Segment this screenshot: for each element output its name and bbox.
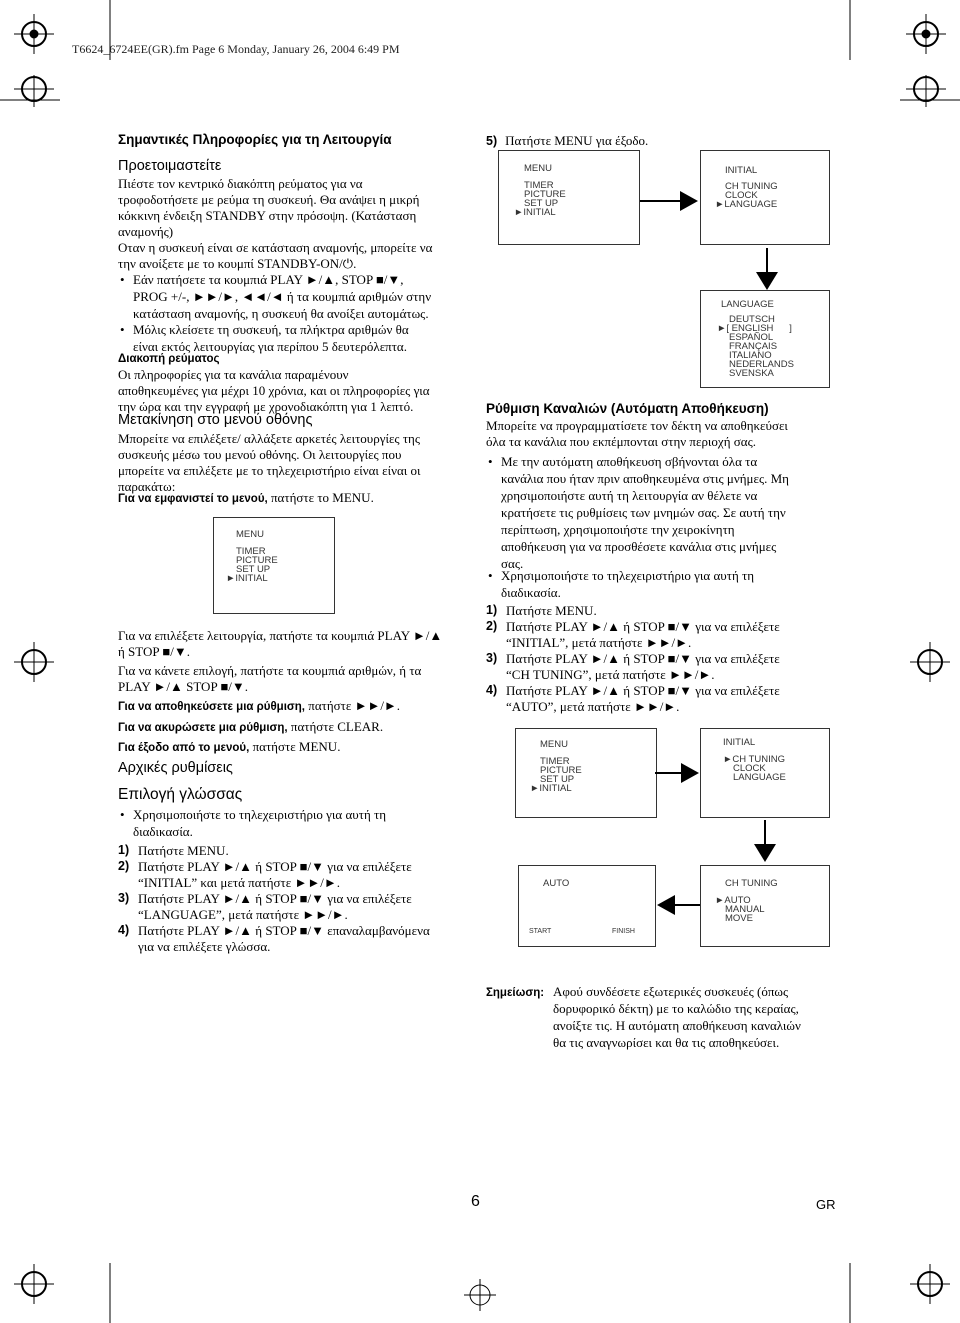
show-menu-instruction (118, 490, 374, 507)
step (118, 843, 478, 859)
menu-item: TIMER (540, 756, 570, 767)
screen-initial (700, 150, 830, 245)
menu-item: LANGUAGE (733, 772, 786, 783)
menu-item: ESPAÑOL (729, 332, 774, 343)
bold-text: Για να αποθηκεύσετε μια ρύθμιση, (118, 701, 305, 713)
page-number: 6 (471, 1193, 480, 1210)
screen-menu-2 (515, 728, 657, 818)
text-line: Πατήστε PLAY ►/▲ ή STOP ■/▼ για να επιλέξετε (506, 683, 780, 698)
text-line: διαδικασία. (501, 585, 561, 600)
text-line: • Με την αυτόματη αποθήκευση σβήνονται όλα τα (501, 454, 758, 469)
screen-items (514, 180, 566, 218)
note-label: Σημείωση: (486, 987, 545, 999)
screen-ch-tuning (700, 865, 830, 947)
text-line: Για να επιλέξετε λειτουργία, πατήστε τα κουμπιά PLAY ►/▲ (118, 628, 443, 643)
step-text (138, 859, 412, 891)
step-text (138, 891, 412, 923)
language-code: GR (816, 1197, 836, 1212)
text-line: Μπορείτε να επιλέξετε/ αλλάξετε αρκετές λειτουργίες της (118, 431, 421, 446)
step-number: 4) (118, 923, 130, 937)
step (118, 923, 478, 955)
step (118, 859, 478, 891)
prep-heading: Προετοιμαστείτε (118, 158, 222, 174)
text: πατήστε MENU. (249, 739, 341, 754)
text-line: όλα τα κανάλια που εκπέμπονται στην περιοχή σας. (486, 434, 756, 449)
note-text (553, 983, 853, 1051)
screen-title: AUTO (543, 878, 570, 889)
menu-item: CLOCK (733, 763, 766, 774)
make-selection-instruction (118, 663, 478, 695)
step-text: Πατήστε MENU για έξοδο. (505, 133, 649, 148)
text-line: Πατήστε PLAY ►/▲ ή STOP ■/▼ για να επιλέξετε (138, 859, 412, 874)
file-header: T6624_6724EE(GR).fm Page 6 Monday, January 26, 2004 6:49 PM (72, 42, 400, 56)
step-number: 5) (486, 134, 498, 148)
text-line: • Εάν πατήσετε τα κουμπιά PLAY ►/▲, STOP ■/▼, (133, 272, 404, 287)
power-heading: Διακοπή ρεύματος (118, 353, 220, 365)
screen-language (700, 290, 830, 388)
text-line: αποθηκευμένες για μέχρι 10 χρόνια, και οι πληροφορίες για (118, 383, 430, 398)
text: πατήστε το MENU. (267, 490, 374, 505)
menu-item: ►INITIAL (226, 573, 268, 584)
screen-title: LANGUAGE (721, 299, 774, 310)
text-line: συσκευής μέσω του μενού οθόνης. Οι λειτουργίες που (118, 447, 402, 462)
text-line: PROG +/-, ►►/►, ◄◄/◄ ή τα κουμπιά αριθμών στην (133, 289, 432, 304)
screen-menu-example (213, 517, 335, 614)
language-bullet (133, 806, 473, 840)
prep-paragraph-1 (118, 176, 478, 240)
menu-item: CH TUNING (725, 181, 778, 192)
text-line: • Χρησιμοποιήστε το τηλεχειριστήριο για αυτή τη (133, 807, 387, 822)
text-line: Πατήστε PLAY ►/▲ ή STOP ■/▼ για να επιλέξετε (506, 619, 780, 634)
text-line: PLAY ►/▲ STOP ■/▼. (118, 679, 249, 694)
text-line: αποθήκευση για να προσθέσετε κανάλια στις μνήμες (501, 539, 777, 554)
menu-item: ITALIANO (729, 350, 772, 361)
text-line: Πατήστε PLAY ►/▲ ή STOP ■/▼ για να επιλέξετε (138, 891, 412, 906)
text-line: περίπτωση, χρησιμοποιήστε την χειροκίνητη (501, 522, 735, 537)
text-line: • Χρησιμοποιήστε το τηλεχειριστήριο για αυτή τη (501, 568, 755, 583)
language-heading: Επιλογή γλώσσας (118, 786, 243, 803)
screen-title: MENU (540, 739, 568, 750)
prep-paragraph-2 (118, 240, 478, 272)
step-number: 3) (118, 891, 130, 905)
text: πατήστε ►►/►. (305, 698, 401, 713)
cancel-setting-instruction (118, 719, 383, 736)
screen-menu (498, 150, 640, 245)
exit-menu-instruction (118, 739, 340, 756)
text-line: διαδικασία. (133, 824, 193, 839)
text-line: την ώρα και την εγγραφή με χρονοδιακόπτη για 1 λεπτό. (118, 399, 414, 414)
text-line: είναι εκτός λειτουργίας για περίπου 5 δευτερόλεπτα. (133, 339, 407, 354)
progress-start-label: START (529, 928, 552, 935)
menu-item: FRANÇAIS (729, 341, 778, 352)
channel-paragraph (486, 418, 846, 450)
menu-item: SET UP (236, 564, 271, 575)
menu-item: ►CH TUNING (723, 754, 786, 765)
screen-items (226, 546, 278, 584)
menu-item: SVENSKA (729, 368, 774, 379)
step-number: 2) (118, 859, 130, 873)
channel-steps (486, 603, 846, 715)
save-setting-instruction (118, 698, 400, 715)
screen-items (715, 181, 778, 210)
text-line: Αφού συνδέσετε εξωτερικές συσκευές (όπως (553, 984, 789, 999)
text-line: • Μόλις κλείσετε τη συσκευή, τα πλήκτρα αριθμών θα (133, 322, 409, 337)
step-number: 1) (486, 603, 498, 617)
text-line: δορυφορικό δέκτη) με το καλώδιο της κεραίας, (553, 1001, 799, 1016)
text-line: “INITIAL” και μετά πατήστε ►►/►. (138, 875, 340, 890)
menu-item: CLOCK (725, 190, 758, 201)
screen-title: MENU (524, 163, 552, 174)
text-line: κόκκινη ένδειξη STANDBY στην πρόσοψη. (Κατάσταση (118, 208, 417, 223)
text-line: Πατήστε PLAY ►/▲ ή STOP ■/▼ για να επιλέξετε (506, 651, 780, 666)
channel-heading: Ρύθμιση Καναλιών (Αυτόματη Αποθήκευση) (486, 401, 769, 416)
step (486, 619, 846, 651)
menu-item: SET UP (540, 774, 575, 785)
arrow-right-icon (640, 186, 700, 216)
menu-item: TIMER (524, 180, 554, 191)
text-line: “INITIAL”, μετά πατήστε ►►/►. (506, 635, 692, 650)
menu-heading: Μετακίνηση στο μενού οθόνης (118, 412, 313, 428)
bullet-standby-buttons (133, 271, 473, 322)
text-line: “AUTO”, μετά πατήστε ►►/►. (506, 699, 680, 714)
text-line: Για να κάνετε επιλογή, πατήστε τα κουμπιά αριθμών, ή τα (118, 663, 422, 678)
screen-title: CH TUNING (725, 878, 778, 889)
text-line: “CH TUNING”, μετά πατήστε ►►/►. (506, 667, 715, 682)
text-line: αναμονής) (118, 224, 174, 239)
text-line: για να επιλέξετε γλώσσα. (138, 939, 271, 954)
menu-item: TIMER (236, 546, 266, 557)
text-line: Πατήστε MENU. (138, 843, 229, 858)
screen-items (715, 896, 765, 923)
arrow-left-icon (655, 890, 701, 920)
screen-title: INITIAL (723, 737, 756, 748)
menu-item: ►INITIAL (530, 783, 572, 794)
text-line: παρακάτω: (118, 479, 176, 494)
text-line: χρησιμοποιήστε αυτή τη λειτουργία αν θέλετε να (501, 488, 758, 503)
step (486, 603, 846, 619)
menu-item: ►[ ENGLISH ] (717, 323, 792, 334)
screen-items (717, 314, 794, 379)
text-line: κρατήσετε τις ρυθμίσεις των μνημών σας. Σε αυτή την (501, 505, 786, 520)
text-line: την ανοίξετε με το κουμπί STANDBY-ON/⏻. (118, 256, 357, 271)
select-function-instruction (118, 628, 478, 660)
screen-auto (518, 865, 656, 947)
text-line: “LANGUAGE”, μετά πατήστε ►►/►. (138, 907, 348, 922)
text-line: Πατήστε MENU. (506, 603, 597, 618)
text-line: θα τις αναγνωρίσει και θα τις αποθηκεύσει. (553, 1035, 780, 1050)
step-text (506, 619, 780, 651)
bullet-number-keys (133, 321, 473, 355)
menu-item: SET UP (524, 198, 559, 209)
channel-bullet-warning (501, 453, 841, 572)
initial-settings-heading: Αρχικές ρυθμίσεις (118, 760, 233, 776)
text-line: σας. (501, 556, 524, 571)
menu-item: NEDERLANDS (729, 359, 794, 370)
menu-item: PICTURE (524, 189, 566, 200)
text-line: κατάσταση αναμονής, η συσκευή θα ανοίξει αυτομάτως. (133, 306, 429, 321)
arrow-down-icon (752, 248, 782, 292)
text-line: Πιέστε τον κεντρικό διακόπτη ρεύματος για να (118, 176, 363, 191)
text: πατήστε CLEAR. (287, 719, 384, 734)
text-line: μπορείτε να επιλέξετε με το τηλεχειριστήριο είναι είναι οι (118, 463, 421, 478)
progress-finish-label: FINISH (612, 928, 635, 935)
screen-initial-2 (700, 728, 830, 818)
channel-bullet-remote (501, 567, 841, 601)
step-number: 2) (486, 619, 498, 633)
text-line: Οι πληροφορίες για τα κανάλια παραμένουν (118, 367, 349, 382)
menu-item: PICTURE (236, 555, 278, 566)
exit-step (486, 132, 648, 150)
step-number: 4) (486, 683, 498, 697)
bold-text: Για να εμφανιστεί το μενού, (118, 493, 268, 505)
menu-item: DEUTSCH (729, 314, 775, 325)
menu-item: MOVE (725, 913, 753, 924)
screen-title: INITIAL (725, 165, 758, 176)
menu-item: PICTURE (540, 765, 582, 776)
menu-item: ►AUTO (715, 895, 751, 906)
bold-text: Για να ακυρώσετε μια ρύθμιση, (118, 722, 288, 734)
step (118, 891, 478, 923)
step-text (138, 923, 430, 955)
text-line: ανοίξτε τις. Η αυτόματη αποθήκευση καναλιών (553, 1018, 801, 1033)
text-line: τροφοδοτήσετε με ρεύμα τη συσκευή. Θα ανάψει η μικρή (118, 192, 420, 207)
step-number: 3) (486, 651, 498, 665)
power-paragraph (118, 367, 478, 415)
page-title: Σημαντικές Πληροφορίες για τη Λειτουργία (118, 132, 392, 147)
menu-item: MANUAL (725, 904, 765, 915)
language-steps (118, 843, 478, 955)
arrow-down-icon (750, 820, 780, 864)
text-line: ή STOP ■/▼. (118, 644, 190, 659)
step-text (506, 683, 780, 715)
text-line: Πατήστε PLAY ►/▲ ή STOP ■/▼ επαναλαμβανόμενα (138, 923, 430, 938)
screen-items (530, 756, 582, 794)
bold-text: Για έξοδο από το μενού, (118, 742, 250, 754)
screen-title: MENU (236, 529, 264, 540)
step-number: 1) (118, 843, 130, 857)
step (486, 683, 846, 715)
step (486, 651, 846, 683)
text-line: κανάλια που ήταν πριν αποθηκευμένα στις μνήμες. Μη (501, 471, 789, 486)
arrow-right-icon (655, 758, 701, 788)
text-line: Οταν η συσκευή είναι σε κατάσταση αναμονής, μπορείτε να (118, 240, 433, 255)
menu-item: ►INITIAL (514, 207, 556, 218)
menu-item: ►LANGUAGE (715, 199, 778, 210)
text-line: Μπορείτε να προγραμματίσετε τον δέκτη να αποθηκεύσει (486, 418, 788, 433)
menu-paragraph (118, 431, 478, 495)
step-text (506, 651, 780, 683)
screen-items (723, 755, 786, 782)
